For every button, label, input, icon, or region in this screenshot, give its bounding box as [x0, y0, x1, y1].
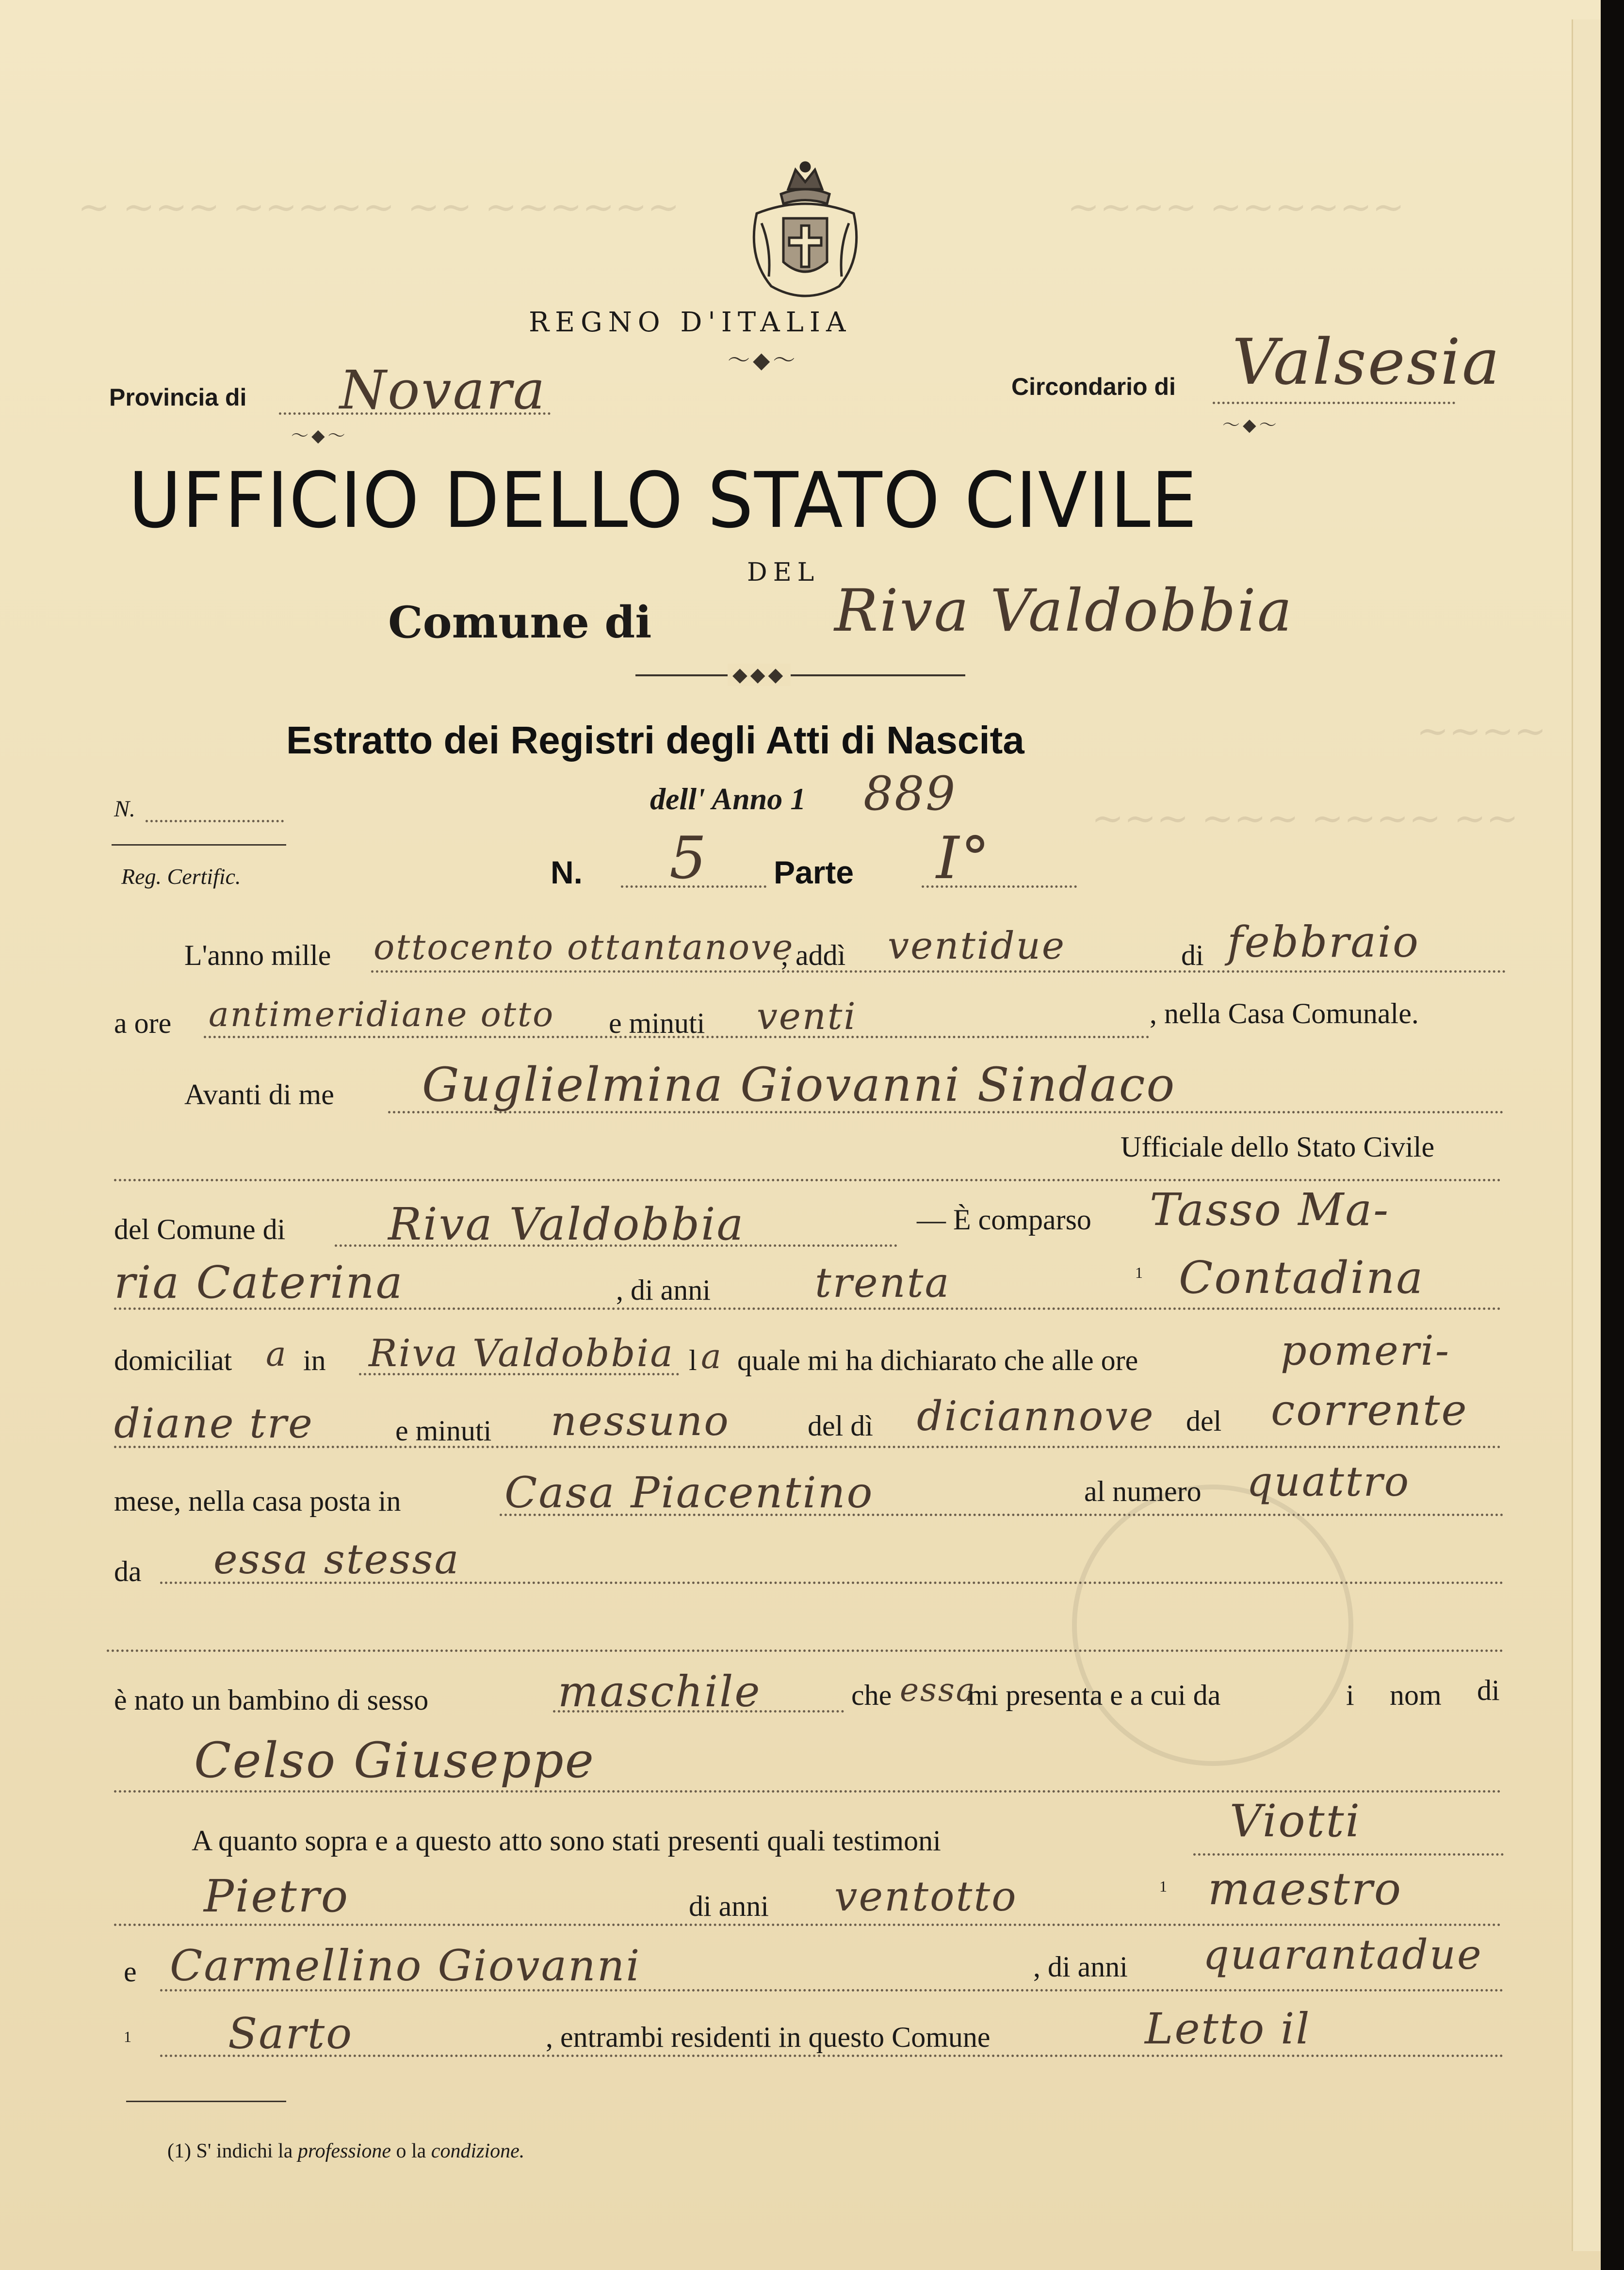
fill-line — [500, 1514, 1504, 1516]
fill-line — [388, 1111, 1504, 1113]
divider — [112, 844, 286, 846]
footnote-text-d: condizione. — [431, 2140, 525, 2162]
footnote — [167, 2139, 524, 2163]
fill-line — [114, 1924, 1501, 1926]
bleed-through-text: ~ ~~~ ~~~~~ ~~ ~~~~~~ — [78, 184, 680, 229]
comune-value: Riva Valdobbia — [834, 577, 1294, 645]
office-title: UFFICIO DELLO STATO CIVILE — [129, 456, 1198, 545]
declarant-surname: Tasso Ma- — [1150, 1184, 1390, 1236]
house-number: quattro — [1247, 1458, 1411, 1505]
footnote-marker: 1 — [1135, 1264, 1143, 1281]
witness2-profession: Sarto — [228, 2009, 354, 2058]
birth-hour-part1: pomeri- — [1281, 1327, 1451, 1374]
number-line — [621, 885, 766, 888]
fill-line — [160, 2055, 1504, 2057]
reg-certific-label: Reg. Certific. — [121, 864, 241, 889]
kingdom-heading: REGNO D'ITALIA — [529, 307, 852, 338]
birth-minutes: nessuno — [551, 1397, 730, 1445]
day-words: ventidue — [888, 924, 1066, 968]
text-casa-comunale: , nella Casa Comunale. — [1150, 997, 1419, 1029]
circondario-value: Valsesia — [1232, 325, 1501, 399]
text-l: l — [689, 1344, 697, 1376]
del-label: DEL — [747, 558, 820, 587]
n-label: N. — [114, 796, 136, 822]
child-sex: maschile — [558, 1666, 762, 1716]
ornament-rule — [635, 674, 965, 676]
ornament: 〜◆〜 — [728, 347, 798, 373]
text-casa-posta-in: mese, nella casa posta in — [114, 1485, 401, 1517]
text-da: da — [114, 1555, 142, 1587]
birth-hour-part2: diane tre — [114, 1400, 314, 1447]
text-anno-mille: L'anno mille — [184, 939, 331, 971]
fill-line — [114, 1307, 1501, 1310]
coat-of-arms-emblem — [742, 160, 868, 306]
footnote-text-b: professione — [297, 2140, 391, 2162]
fill-line — [114, 1179, 1501, 1181]
presented-by: essa stessa — [213, 1535, 460, 1583]
domicile-place: Riva Valdobbia — [369, 1332, 674, 1375]
minutes-words: venti — [757, 995, 857, 1038]
domiciliat-suffix: a — [266, 1334, 288, 1374]
bleed-through-text: ~~~~ — [1416, 708, 1547, 753]
text-mi-presenta: mi presenta e a cui da — [968, 1679, 1221, 1711]
fill-line — [1193, 1853, 1504, 1856]
n-line — [146, 820, 284, 822]
fill-line — [114, 1790, 1501, 1793]
birth-day: diciannove — [917, 1392, 1155, 1440]
circondario-label: Circondario di — [1011, 373, 1176, 400]
bleed-through-text: ~~~~ ~~~~~~ — [1067, 184, 1405, 229]
comune-name: Riva Valdobbia — [388, 1198, 745, 1250]
footnote-marker: 1 — [1159, 1878, 1167, 1895]
birth-month: corrente — [1271, 1385, 1468, 1435]
text-del: del — [1186, 1405, 1222, 1437]
fill-line — [335, 1244, 897, 1247]
text-avanti-di-me: Avanti di me — [184, 1078, 334, 1111]
text-in: in — [303, 1344, 326, 1376]
text-e-minuti-2: e minuti — [395, 1415, 492, 1447]
text-di-anni-w1: di anni — [689, 1890, 769, 1922]
declarant-firstname: ria Caterina — [114, 1257, 404, 1308]
reading-note: Letto il — [1145, 2004, 1311, 2054]
footnote-divider — [126, 2101, 286, 2102]
parte-value: I° — [936, 825, 991, 892]
text-quale-mi-ha-dichiarato: quale mi ha dichiarato che alle ore — [737, 1344, 1138, 1376]
ornament: ◆◆◆ — [728, 664, 791, 686]
declarant-profession: Contadina — [1179, 1252, 1425, 1304]
parte-label: Parte — [774, 854, 854, 890]
fill-line — [107, 1649, 1504, 1652]
text-di-anni: , di anni — [616, 1274, 711, 1306]
circondario-line — [1213, 402, 1455, 404]
extract-title: Estratto dei Registri degli Atti di Nascita — [286, 719, 1024, 762]
text-e-comparso: — È comparso — [917, 1204, 1091, 1236]
anno-label: dell' Anno 1 — [650, 782, 806, 816]
child-names: Celso Giuseppe — [194, 1732, 595, 1789]
article-suffix: a — [701, 1337, 723, 1376]
fill-line — [204, 1036, 1150, 1038]
number-value: 5 — [669, 825, 708, 892]
footnote-text-a: S' indichi la — [196, 2140, 293, 2162]
witness1-age: ventotto — [834, 1873, 1018, 1920]
ornament: 〜◆〜 — [291, 426, 348, 446]
text-addi: , addì — [781, 939, 846, 971]
text-e-minuti: e minuti — [609, 1007, 705, 1039]
witness2-age: quarantadue — [1203, 1931, 1483, 1978]
text-e: e — [124, 1956, 137, 1988]
page-edge — [1572, 19, 1602, 2251]
text-di-final: di — [1477, 1674, 1500, 1706]
fill-line — [160, 1989, 1504, 1992]
presenter: essa — [900, 1671, 977, 1709]
provincia-value: Novara — [340, 359, 547, 421]
declarant-age: trenta — [815, 1259, 951, 1306]
official-stamp — [1072, 1485, 1353, 1766]
comune-label: Comune di — [388, 597, 652, 648]
fill-line — [160, 1582, 1504, 1584]
text-testimoni: A quanto sopra e a questo atto sono stati presenti quali testimoni — [192, 1825, 941, 1857]
scan-border — [1601, 0, 1624, 2270]
fill-line — [371, 970, 1506, 973]
text-entrambi-residenti: , entrambi residenti in questo Comune — [546, 2021, 991, 2053]
footnote-marker: 1 — [124, 2028, 131, 2045]
text-e-nato-un-bambino: è nato un bambino di sesso — [114, 1684, 429, 1716]
officer-name: Guglielmina Giovanni Sindaco — [422, 1058, 1176, 1112]
bleed-through-text: ~~~ ~~~ ~~~~ ~~ — [1091, 796, 1519, 841]
text-che: che — [851, 1679, 892, 1711]
fill-line — [553, 1710, 844, 1713]
text-domiciliat: domiciliat — [114, 1344, 232, 1376]
provincia-line — [279, 412, 551, 415]
text-del-comune-di: del Comune di — [114, 1213, 286, 1245]
hour-words: antimeridiane otto — [209, 995, 555, 1034]
provincia-label: Provincia di — [109, 384, 247, 411]
fill-line — [359, 1373, 679, 1375]
month-words: febbraio — [1227, 917, 1420, 967]
text-del-di: del dì — [808, 1410, 873, 1442]
anno-value: 889 — [863, 767, 957, 821]
text-a-ore: a ore — [114, 1007, 172, 1039]
text-i: i — [1346, 1679, 1354, 1711]
footnote-number: (1) — [167, 2140, 191, 2162]
parte-line — [922, 885, 1077, 888]
text-al-numero: al numero — [1084, 1475, 1202, 1507]
birth-house: Casa Piacentino — [504, 1468, 874, 1518]
text-di: di — [1181, 939, 1204, 971]
witness1-firstname: Pietro — [204, 1870, 350, 1922]
witness1-surname: Viotti — [1230, 1795, 1361, 1847]
witness1-profession: maestro — [1208, 1863, 1403, 1915]
fill-line — [114, 1446, 1501, 1448]
footnote-text-c: o la — [396, 2140, 426, 2162]
year-words: ottocento ottantanove — [374, 927, 795, 967]
ornament: 〜◆〜 — [1222, 415, 1280, 435]
text-nom: nom — [1390, 1679, 1442, 1711]
text-ufficiale: Ufficiale dello Stato Civile — [1121, 1131, 1435, 1163]
witness2-name: Carmellino Giovanni — [170, 1941, 641, 1991]
text-di-anni-w2: , di anni — [1033, 1951, 1128, 1983]
number-label: N. — [551, 854, 583, 890]
